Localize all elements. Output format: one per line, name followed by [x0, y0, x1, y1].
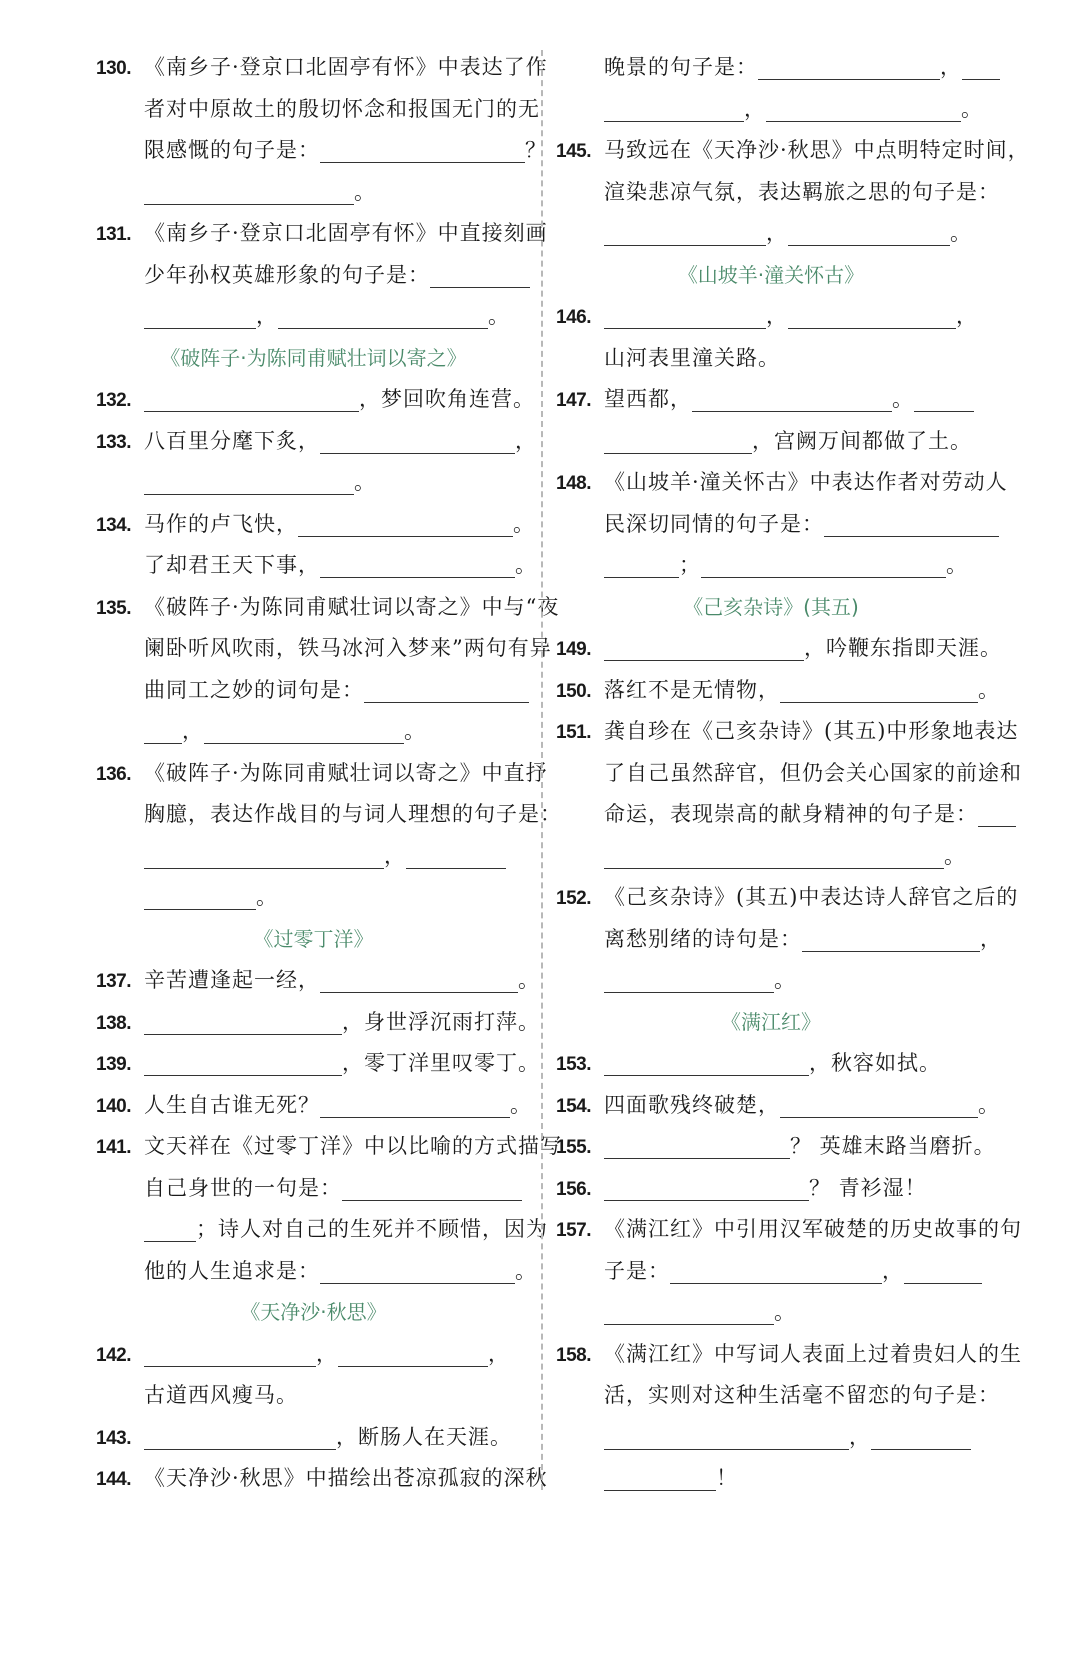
answer-blank[interactable]	[144, 1008, 342, 1035]
question-text: ？ 英雄末路当磨折。	[790, 1134, 996, 1158]
answer-blank[interactable]	[144, 717, 182, 744]
question-number: 136.	[96, 763, 131, 785]
answer-blank[interactable]	[204, 717, 404, 744]
question-text: ，	[256, 304, 278, 328]
question-text: 。	[354, 179, 376, 204]
question-line	[96, 172, 531, 214]
question-number: 154.	[556, 1095, 591, 1117]
question-number: 152.	[556, 888, 591, 909]
question-text: 《满江红》中写词人表面上过着贵妇人的生	[604, 1341, 1022, 1366]
question-text: 《满江红》中引用汉军破楚的历史故事的句	[604, 1217, 1022, 1241]
question-number: 142.	[96, 1344, 131, 1366]
question-number: 138.	[96, 1012, 131, 1034]
question-item	[96, 1085, 531, 1127]
question-text: ！	[716, 1466, 738, 1490]
answer-blank[interactable]	[342, 1174, 522, 1201]
question-item	[556, 1043, 986, 1085]
answer-blank[interactable]	[364, 676, 529, 703]
question-item	[96, 1417, 531, 1459]
question-number: 150.	[556, 680, 591, 702]
question-number: 132.	[96, 390, 131, 411]
question-line	[556, 1375, 1000, 1417]
question-text: 限感慨的句子是：	[144, 138, 320, 162]
answer-blank[interactable]	[144, 302, 256, 329]
answer-blank[interactable]	[144, 1215, 196, 1242]
question-line	[96, 711, 531, 753]
question-text: ，	[515, 428, 537, 453]
question-number: 131.	[96, 224, 131, 245]
answer-blank[interactable]	[692, 385, 892, 412]
question-item	[556, 1126, 996, 1168]
left-column	[96, 47, 562, 1500]
question-text: 。	[256, 885, 278, 909]
section-heading: 《满江红》	[721, 1009, 821, 1034]
question-text: 离愁别绪的诗句是：	[604, 926, 802, 951]
question-text: ，梦回吹角连营。	[359, 387, 535, 411]
answer-blank[interactable]	[430, 261, 530, 288]
question-item	[96, 47, 548, 89]
column-divider	[541, 50, 543, 1490]
answer-blank[interactable]	[604, 551, 679, 578]
answer-blank[interactable]	[320, 551, 515, 578]
answer-blank[interactable]	[604, 427, 752, 454]
question-item	[556, 462, 1008, 504]
question-text: 了却君王天下事，	[144, 553, 320, 577]
question-text: 晚景的句子是：	[604, 55, 758, 79]
question-line	[96, 130, 547, 172]
question-number: 143.	[96, 1427, 131, 1449]
question-line	[556, 1458, 986, 1500]
answer-blank[interactable]	[871, 1423, 971, 1450]
question-line	[556, 504, 986, 546]
question-text: 。	[354, 470, 376, 494]
question-number: 149.	[556, 639, 591, 660]
question-item	[556, 1168, 986, 1210]
question-text: ，	[744, 96, 766, 121]
question-text: ，零丁洋里叹零丁。	[342, 1051, 540, 1075]
question-text: 八百里分麾下炙，	[144, 428, 320, 453]
question-text: 子是：	[604, 1258, 670, 1283]
question-text: ，	[956, 304, 978, 328]
question-line	[556, 421, 986, 463]
question-text: 他的人生追求是：	[144, 1258, 320, 1283]
question-text: ，秋容如拭。	[809, 1051, 941, 1075]
question-text: ；	[679, 553, 701, 577]
question-text: 。	[513, 511, 535, 536]
question-line	[96, 1168, 531, 1210]
question-number: 147.	[556, 390, 591, 411]
question-text: 。	[518, 968, 540, 992]
answer-blank[interactable]	[780, 1091, 978, 1118]
question-line	[96, 1375, 531, 1417]
right-column	[556, 47, 1030, 1500]
question-text: 。	[404, 719, 426, 743]
question-text: 。	[774, 1300, 796, 1324]
question-number: 148.	[556, 473, 591, 494]
question-text: 。	[961, 96, 983, 121]
answer-blank[interactable]	[780, 676, 978, 703]
question-text: 《破阵子·为陈同甫赋壮词以寄之》中与“夜	[144, 594, 560, 619]
question-text: ；诗人对自己的生死并不顾惜，因为	[196, 1217, 548, 1241]
question-item	[96, 1334, 531, 1376]
question-text: 。	[946, 553, 968, 577]
answer-blank[interactable]	[144, 1423, 336, 1450]
answer-blank[interactable]	[788, 219, 950, 246]
question-line	[96, 794, 562, 836]
question-item	[96, 421, 537, 463]
section-heading: 《破阵子·为陈同甫赋壮词以寄之》	[160, 345, 467, 370]
question-text: 。	[950, 221, 972, 245]
question-line	[556, 545, 986, 587]
question-text: 人生自古谁无死？	[144, 1092, 320, 1117]
question-text: 胸臆，表达作战目的与词人理想的句子是：	[144, 802, 562, 826]
question-number: 158.	[556, 1344, 591, 1366]
question-line	[96, 296, 531, 338]
question-item	[556, 379, 986, 421]
question-item	[556, 1334, 1022, 1376]
question-text: ，宫阙万间都做了土。	[752, 428, 972, 453]
answer-blank[interactable]	[604, 302, 766, 329]
question-line	[96, 462, 531, 504]
question-text: 四面歌残终破楚，	[604, 1092, 780, 1117]
answer-blank[interactable]	[320, 1257, 515, 1284]
question-number: 144.	[96, 1469, 131, 1490]
question-item	[556, 628, 1002, 670]
answer-blank[interactable]	[766, 95, 961, 122]
question-text: 《南乡子·登京口北固亭有怀》中表达了作	[144, 55, 548, 79]
answer-blank[interactable]	[604, 1298, 774, 1325]
question-text: 马作的卢飞快，	[144, 511, 298, 536]
question-text: ，吟鞭东指即天涯。	[804, 636, 1002, 660]
question-item	[556, 296, 986, 338]
question-text: 。	[774, 968, 796, 992]
answer-blank[interactable]	[406, 842, 506, 869]
question-text: ？ 青衫湿！	[809, 1175, 927, 1200]
question-item	[556, 877, 1019, 919]
question-item	[96, 587, 560, 629]
question-text: 《破阵子·为陈同甫赋壮词以寄之》中直抒	[144, 760, 548, 785]
question-text: 阑卧听风吹雨，铁马冰河入梦来”两句有异	[144, 636, 552, 660]
answer-blank[interactable]	[604, 1464, 716, 1491]
question-number: 134.	[96, 514, 131, 536]
question-number: 151.	[556, 722, 591, 743]
question-number: 146.	[556, 307, 591, 328]
question-item	[556, 711, 1019, 753]
answer-blank[interactable]	[701, 551, 946, 578]
section-heading: 《天净沙·秋思》	[240, 1300, 387, 1324]
question-line	[96, 628, 552, 670]
question-item	[96, 753, 548, 795]
question-text: 者对中原故土的殷切怀念和报国无门的无	[144, 96, 540, 121]
question-text: 了自己虽然辞官，但仍会关心国家的前途和	[604, 760, 1022, 785]
answer-blank[interactable]	[758, 53, 940, 80]
answer-blank[interactable]	[824, 510, 999, 537]
question-text: ，	[384, 843, 406, 868]
question-number: 145.	[556, 141, 591, 162]
answer-blank[interactable]	[604, 95, 744, 122]
answer-blank[interactable]	[904, 1257, 982, 1284]
section-heading: 《己亥杂诗》(其五)	[683, 594, 859, 619]
question-line	[556, 47, 986, 89]
answer-blank[interactable]	[604, 842, 944, 869]
question-item	[556, 130, 1030, 172]
question-line	[556, 1251, 986, 1293]
question-number: 156.	[556, 1178, 591, 1200]
question-text: 曲同工之妙的词句是：	[144, 677, 364, 702]
answer-blank[interactable]	[962, 53, 1000, 80]
question-text: 文天祥在《过零丁洋》中以比喻的方式描写	[144, 1134, 562, 1158]
answer-blank[interactable]	[320, 136, 525, 163]
question-item	[96, 1126, 562, 1168]
question-line	[556, 1417, 986, 1459]
section-heading: 《山坡羊·潼关怀古》	[677, 262, 865, 287]
question-line	[556, 753, 1022, 795]
question-text: 《天净沙·秋思》中描绘出苍凉孤寂的深秋	[144, 1466, 548, 1490]
question-item	[96, 1002, 540, 1044]
question-text: 少年孙权英雄形象的句子是：	[144, 262, 430, 287]
question-text: ，身世浮沉雨打萍。	[342, 1009, 540, 1034]
question-line	[556, 919, 1002, 961]
section-heading: 《过零丁洋》	[253, 926, 374, 951]
question-item	[96, 1043, 540, 1085]
question-text: ？	[525, 138, 547, 162]
question-text: ，	[182, 719, 204, 743]
question-text: ，	[766, 304, 788, 328]
question-item	[556, 670, 1000, 712]
question-number: 157.	[556, 1220, 591, 1241]
answer-blank[interactable]	[144, 842, 384, 869]
question-text: 。	[892, 387, 914, 411]
question-line	[96, 670, 531, 712]
question-text: 落红不是无情物，	[604, 677, 780, 702]
question-text: 。	[515, 553, 537, 577]
question-text: 民深切同情的句子是：	[604, 511, 824, 536]
question-text: 活，实则对这种生活毫不留恋的句子是：	[604, 1383, 1000, 1407]
question-text: 马致远在《天净沙·秋思》中点明特定时间，	[604, 138, 1030, 162]
question-line	[96, 545, 537, 587]
answer-blank[interactable]	[298, 510, 513, 537]
question-text: ，	[766, 221, 788, 245]
question-text: 命运，表现崇高的献身精神的句子是：	[604, 802, 978, 826]
question-text: 《南乡子·登京口北固亭有怀》中直接刻画	[144, 221, 548, 245]
answer-blank[interactable]	[144, 178, 354, 205]
question-number: 153.	[556, 1054, 591, 1075]
question-text: 。	[944, 843, 966, 868]
answer-blank[interactable]	[338, 1340, 488, 1367]
question-number: 133.	[96, 431, 131, 453]
question-line	[556, 1292, 986, 1334]
answer-blank[interactable]	[278, 302, 488, 329]
answer-blank[interactable]	[788, 302, 956, 329]
question-text: ，	[882, 1258, 904, 1283]
answer-blank[interactable]	[320, 966, 518, 993]
answer-blank[interactable]	[604, 966, 774, 993]
question-line	[96, 836, 531, 878]
answer-blank[interactable]	[802, 925, 980, 952]
question-line	[556, 794, 986, 836]
question-item	[556, 1085, 1000, 1127]
question-line	[556, 172, 1000, 214]
question-text: 龚自珍在《己亥杂诗》(其五)中形象地表达	[604, 719, 1019, 743]
question-line	[556, 89, 986, 131]
answer-blank[interactable]	[144, 883, 256, 910]
answer-blank[interactable]	[144, 1049, 342, 1076]
question-item	[96, 960, 540, 1002]
question-line	[556, 960, 986, 1002]
question-line	[96, 1209, 548, 1251]
answer-blank[interactable]	[604, 1132, 790, 1159]
question-text: 《山坡羊·潼关怀古》中表达作者对劳动人	[604, 470, 1008, 494]
answer-blank[interactable]	[604, 634, 804, 661]
question-text: ，	[940, 55, 962, 79]
question-text: 。	[515, 1258, 537, 1283]
question-number: 137.	[96, 971, 131, 992]
question-line	[556, 836, 986, 878]
answer-blank[interactable]	[914, 385, 974, 412]
answer-blank[interactable]	[604, 1049, 809, 1076]
question-line	[96, 255, 531, 297]
question-item	[96, 1458, 548, 1500]
question-item	[96, 504, 535, 546]
answer-blank[interactable]	[604, 1174, 809, 1201]
question-text: 。	[978, 677, 1000, 702]
question-text: 辛苦遭逢起一经，	[144, 968, 320, 992]
question-number: 130.	[96, 58, 131, 79]
answer-blank[interactable]	[320, 427, 515, 454]
question-text: ，	[849, 1424, 871, 1449]
question-text: 渲染悲凉气氛，表达羁旅之思的句子是：	[604, 179, 1000, 204]
question-text: 自己身世的一句是：	[144, 1175, 342, 1200]
question-item	[96, 379, 535, 421]
question-text: ，断肠人在天涯。	[336, 1424, 512, 1449]
question-text: 望西都，	[604, 387, 692, 411]
answer-blank[interactable]	[670, 1257, 882, 1284]
question-line	[556, 213, 986, 255]
question-line	[96, 877, 531, 919]
question-text: 古道西风瘦马。	[144, 1383, 298, 1407]
question-text: 。	[978, 1092, 1000, 1117]
question-text: ，	[980, 926, 1002, 951]
answer-blank[interactable]	[144, 385, 359, 412]
question-text: 。	[488, 304, 510, 328]
question-line	[556, 338, 986, 380]
question-item	[556, 1209, 1022, 1251]
question-number: 141.	[96, 1137, 131, 1158]
answer-blank[interactable]	[144, 1340, 316, 1367]
question-text: 山河表里潼关路。	[604, 345, 780, 370]
question-line	[96, 1251, 537, 1293]
question-line	[96, 89, 540, 131]
question-number: 135.	[96, 597, 131, 619]
question-text: 《己亥杂诗》(其五)中表达诗人辞官之后的	[604, 885, 1019, 909]
question-number: 155.	[556, 1137, 591, 1158]
answer-blank[interactable]	[144, 468, 354, 495]
answer-blank[interactable]	[978, 800, 1016, 827]
answer-blank[interactable]	[604, 1423, 849, 1450]
question-number: 139.	[96, 1054, 131, 1075]
answer-blank[interactable]	[320, 1091, 510, 1118]
question-number: 140.	[96, 1095, 131, 1117]
question-text: ，	[316, 1341, 338, 1366]
question-text: 。	[510, 1092, 532, 1117]
question-item	[96, 213, 548, 255]
answer-blank[interactable]	[604, 219, 766, 246]
question-text: ，	[488, 1341, 510, 1366]
